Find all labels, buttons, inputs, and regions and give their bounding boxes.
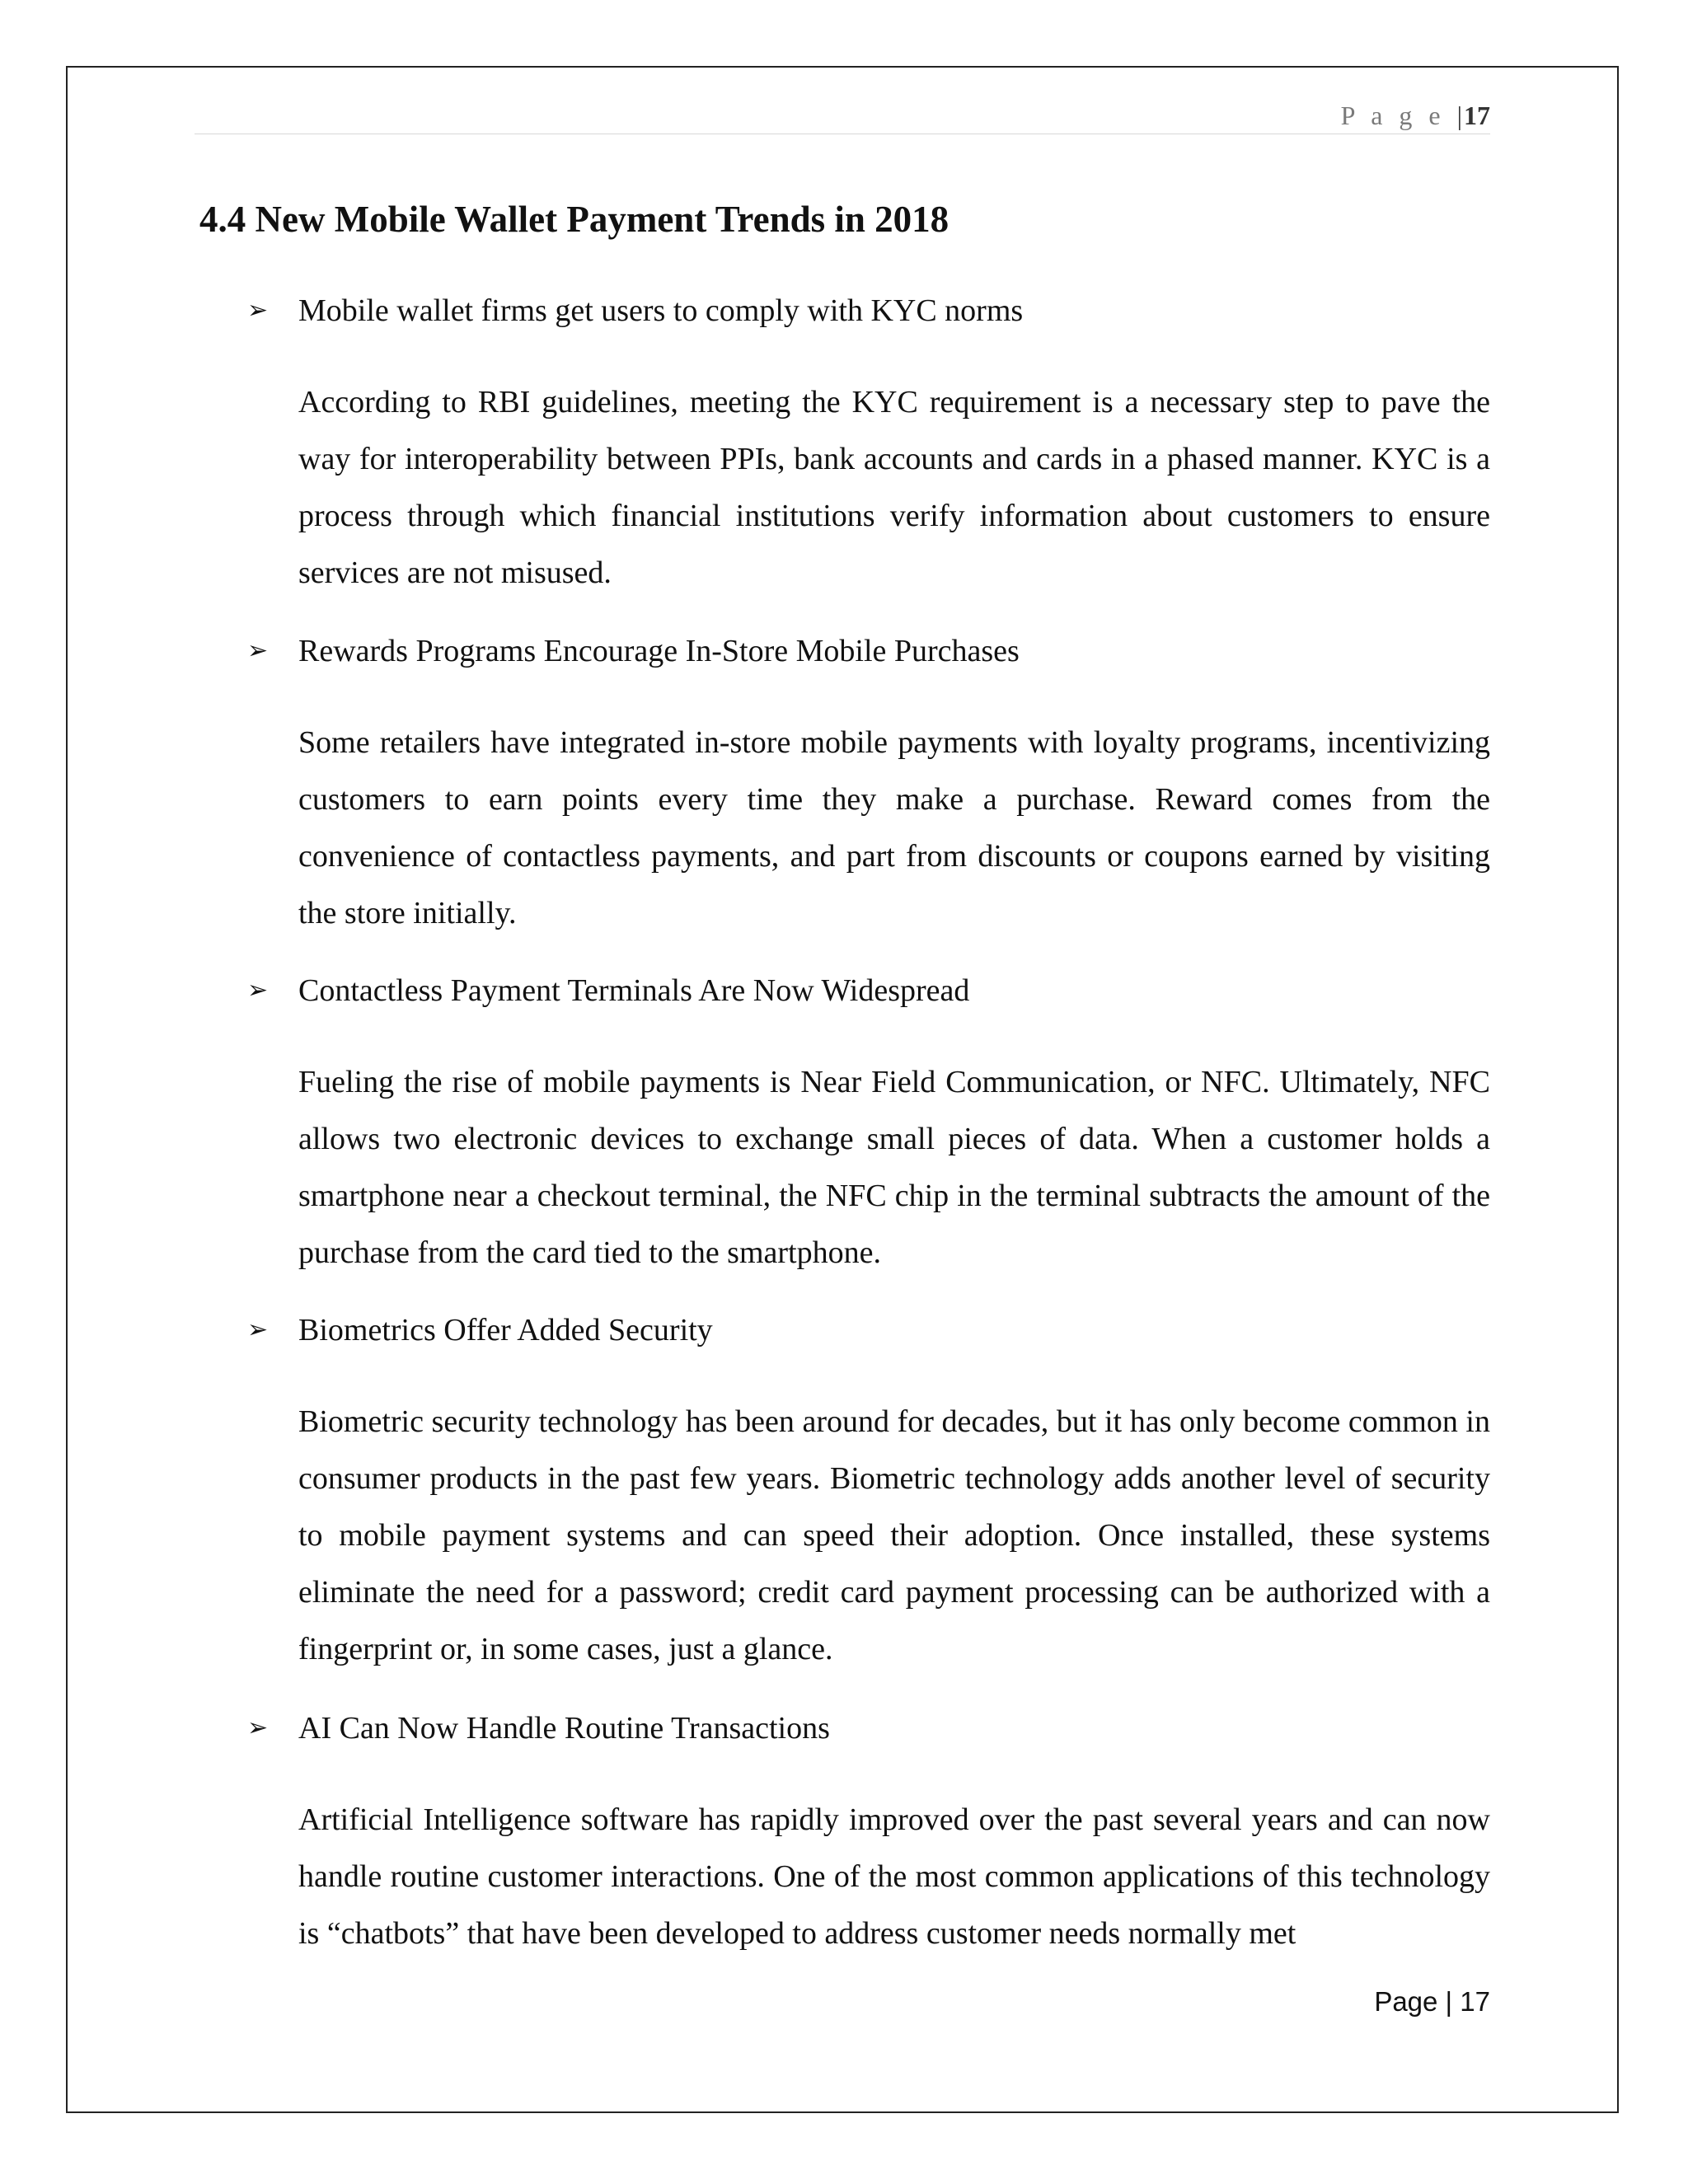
item-heading-line xyxy=(247,1708,1492,1749)
list-item-ai xyxy=(247,1708,1492,1962)
item-heading-line xyxy=(247,290,1492,331)
header-separator: | xyxy=(1456,101,1464,130)
section-title: 4.4 New Mobile Wallet Payment Trends in 2018 xyxy=(199,199,950,240)
item-heading-line xyxy=(247,970,1492,1011)
list-item-rewards xyxy=(247,630,1492,942)
item-heading: Biometrics Offer Added Security xyxy=(298,1313,713,1347)
item-body: Some retailers have integrated in-store mobile payments with loyalty programs, incentivizing customers to earn points every time they make a purchase. Reward comes from the convenience of contactless payments, and part from discounts or coupons earned by visiting the store initially. xyxy=(298,725,1490,930)
page-header xyxy=(195,97,1490,134)
arrow-bullet-icon: ➢ xyxy=(247,976,269,1005)
item-body: Biometric security technology has been around for decades, but it has only become common in consumer products in the past few years. Biometric technology adds another level of security to mobile payment systems and can speed their adoption. Once installed, these systems eliminate the need for a password; credit card payment processing can be authorized with a fingerprint or, in some cases, just a glance. xyxy=(298,1404,1490,1666)
item-heading: AI Can Now Handle Routine Transactions xyxy=(298,1711,830,1746)
item-heading: Mobile wallet firms get users to comply with KYC norms xyxy=(298,293,1024,328)
arrow-bullet-icon: ➢ xyxy=(247,636,269,665)
arrow-bullet-icon: ➢ xyxy=(247,1315,269,1344)
item-body: Fueling the rise of mobile payments is Near Field Communication, or NFC. Ultimately, NFC allows two electronic devices to exchange small pieces of data. When a customer holds a smartphone near a checkout terminal, the NFC chip in the terminal subtracts the amount of the purchase from the card tied to the smartphone. xyxy=(298,1065,1490,1270)
list-item-contactless xyxy=(247,970,1492,1282)
header-page-num: 17 xyxy=(1464,101,1490,130)
header-page-number xyxy=(1341,101,1490,131)
item-heading: Contactless Payment Terminals Are Now Widespread xyxy=(298,973,970,1008)
list-item-biometrics xyxy=(247,1310,1492,1678)
footer-page-number: Page | 17 xyxy=(1374,1986,1490,2017)
item-heading: Rewards Programs Encourage In-Store Mobile Purchases xyxy=(298,634,1020,668)
item-heading-line xyxy=(247,1310,1492,1351)
arrow-bullet-icon: ➢ xyxy=(247,296,269,325)
item-heading-line xyxy=(247,630,1492,672)
arrow-bullet-icon: ➢ xyxy=(247,1713,269,1742)
list-item-kyc xyxy=(247,290,1492,602)
item-body: According to RBI guidelines, meeting the KYC requirement is a necessary step to pave the way for interoperability between PPIs, bank accounts and cards in a phased manner. KYC is a process through which financial institutions verify information about customers to ensure services are not misused. xyxy=(298,385,1490,590)
item-body: Artificial Intelligence software has rapidly improved over the past several years and can now handle routine customer interactions. One of the most common applications of this technology is “chatbots” that have been developed to address customer needs normally met xyxy=(298,1802,1490,1951)
header-page-label: P a g e xyxy=(1340,101,1446,130)
